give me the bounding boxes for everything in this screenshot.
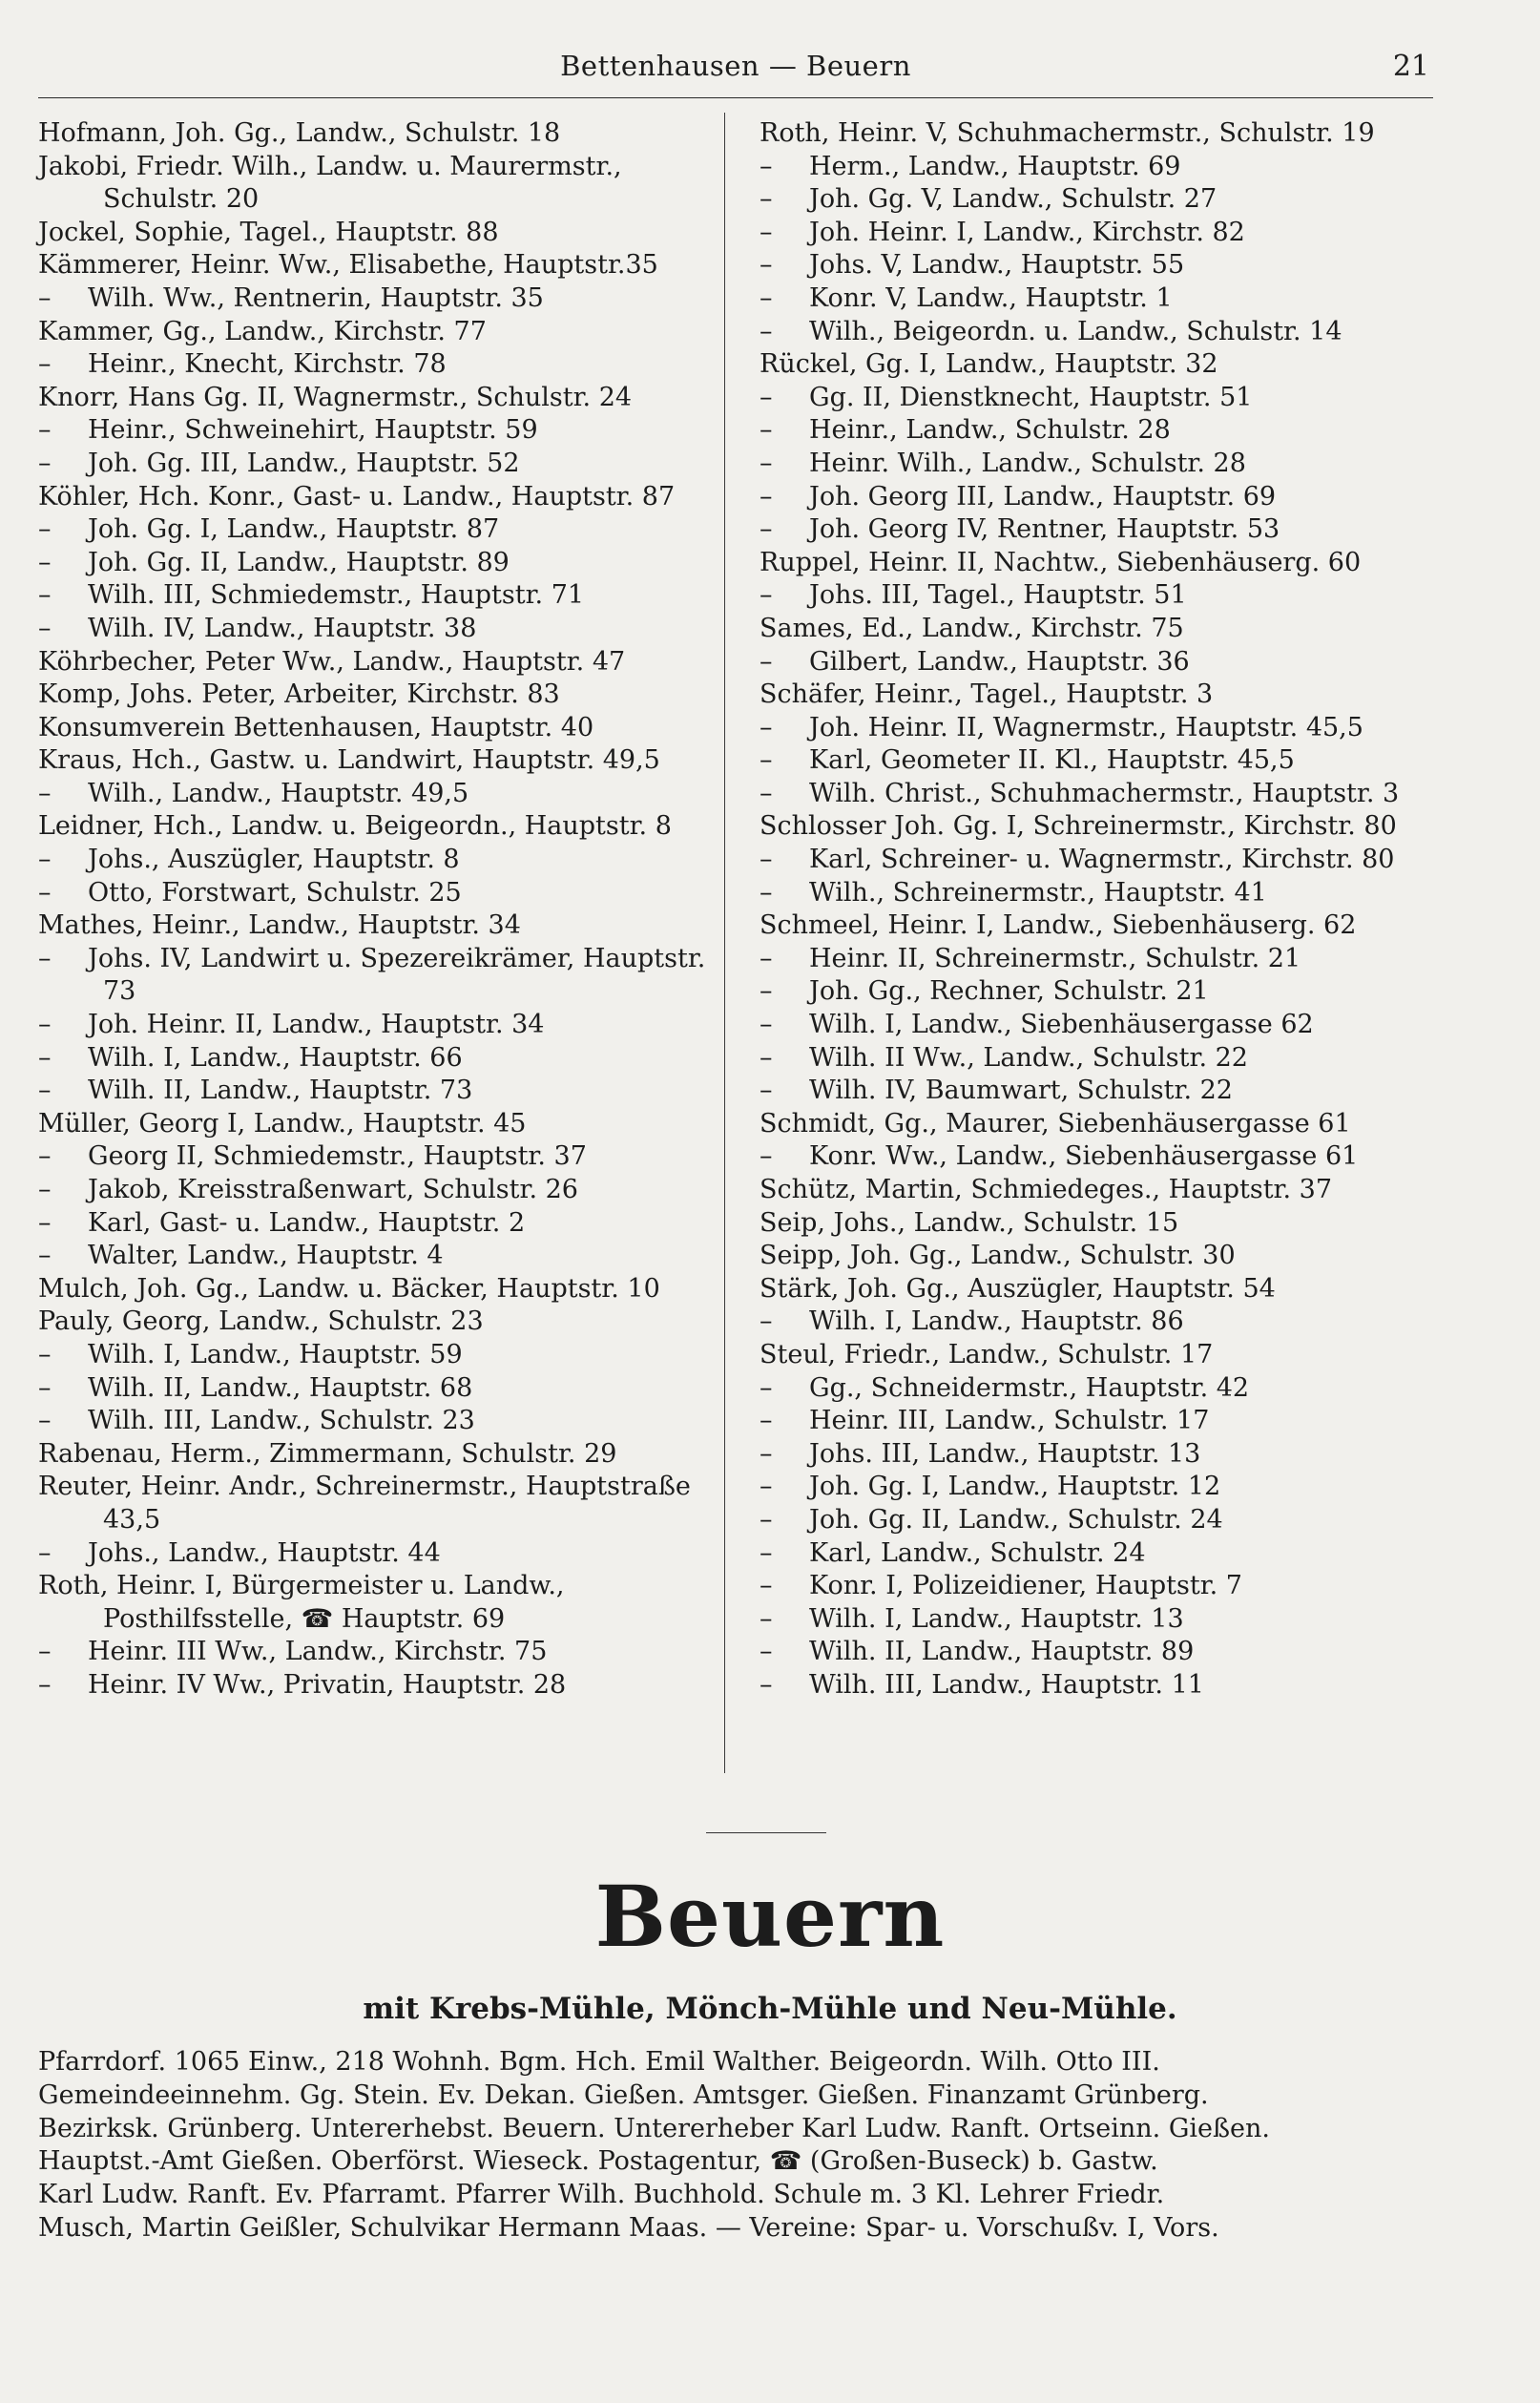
repeat-dash: –	[38, 1372, 52, 1403]
directory-entry	[38, 646, 712, 679]
repeat-dash: –	[760, 514, 773, 545]
directory-entry	[38, 1306, 712, 1339]
entry-text: Jockel, Sophie, Tagel., Hauptstr. 88	[38, 217, 499, 247]
directory-entry	[760, 778, 1433, 811]
town-info	[38, 2046, 1433, 2246]
directory-entry	[38, 712, 712, 745]
entry-text: Sames, Ed., Landw., Kirchstr. 75	[760, 613, 1184, 643]
entry-text: Wilh. IV, Landw., Hauptstr. 38	[88, 613, 477, 643]
directory-entry	[760, 249, 1433, 282]
repeat-dash: –	[38, 1076, 52, 1106]
directory-entry	[38, 1009, 712, 1042]
entry-text: Johs. V, Landw., Hauptstr. 55	[809, 250, 1185, 281]
entry-text: Johs. IV, Landwirt u. Spezereikrämer, Hauptstr. 73	[88, 943, 714, 1007]
directory-entry	[38, 1438, 712, 1472]
directory-entry	[38, 679, 712, 712]
repeat-dash: –	[760, 745, 773, 776]
page-number: 21	[1392, 50, 1429, 83]
entry-text: Heinr. II, Schreinermstr., Schulstr. 21	[809, 943, 1301, 973]
repeat-dash: –	[38, 1339, 52, 1369]
directory-entry	[38, 613, 712, 646]
info-line: Hauptst.-Amt Gießen. Oberförst. Wieseck. Postagentur, ☎ (Großen-Buseck) b. Gastw.	[38, 2146, 1158, 2177]
directory-entry	[760, 679, 1433, 712]
directory-entry	[760, 1108, 1433, 1141]
repeat-dash: –	[38, 1637, 52, 1667]
directory-entry	[38, 579, 712, 613]
section-rule	[706, 1832, 826, 1833]
directory-entry	[38, 1140, 712, 1174]
entry-text: Joh. Gg. II, Landw., Schulstr. 24	[809, 1504, 1223, 1535]
directory-entry	[760, 646, 1433, 679]
repeat-dash: –	[760, 1438, 773, 1469]
directory-entry	[38, 316, 712, 349]
repeat-dash: –	[760, 1042, 773, 1073]
entry-text: Schäfer, Heinr., Tagel., Hauptstr. 3	[760, 679, 1214, 710]
repeat-dash: –	[38, 613, 52, 643]
directory-entry	[760, 382, 1433, 415]
directory-entry	[38, 1537, 712, 1571]
entry-text: Joh. Gg. I, Landw., Hauptstr. 12	[809, 1472, 1221, 1502]
entry-text: Schütz, Martin, Schmiedeges., Hauptstr. 37	[760, 1175, 1333, 1204]
directory-entry	[760, 579, 1433, 613]
directory-entry	[760, 1273, 1433, 1306]
directory-entry	[38, 778, 712, 811]
directory-entry	[38, 282, 712, 316]
directory-entry	[760, 975, 1433, 1009]
directory-entry	[38, 943, 712, 1009]
directory-entry	[38, 1240, 712, 1273]
directory-entry	[760, 217, 1433, 250]
directory-entry	[760, 1669, 1433, 1703]
repeat-dash: –	[38, 448, 52, 478]
directory-entry	[760, 712, 1433, 745]
entry-text: Joh. Gg., Rechner, Schulstr. 21	[809, 976, 1209, 1007]
repeat-dash: –	[760, 877, 773, 908]
directory-entry	[760, 547, 1433, 580]
entry-text: Gg., Schneidermstr., Hauptstr. 42	[809, 1372, 1250, 1403]
entry-text: Mathes, Heinr., Landw., Hauptstr. 34	[38, 910, 521, 941]
repeat-dash: –	[760, 1571, 773, 1601]
directory-entry	[760, 810, 1433, 844]
repeat-dash: –	[760, 1076, 773, 1106]
directory-entry	[38, 249, 712, 282]
directory-entry	[760, 1405, 1433, 1438]
repeat-dash: –	[760, 976, 773, 1007]
header-title: Bettenhausen — Beuern	[560, 50, 911, 82]
entry-text: Wilh. I, Landw., Hauptstr. 86	[809, 1306, 1184, 1337]
directory-entry	[760, 1504, 1433, 1537]
directory-entry	[760, 1240, 1433, 1273]
entry-text: Hofmann, Joh. Gg., Landw., Schulstr. 18	[38, 118, 561, 148]
repeat-dash: –	[760, 250, 773, 281]
repeat-dash: –	[760, 1637, 773, 1667]
entry-text: Joh. Heinr. II, Wagnermstr., Hauptstr. 45,5	[809, 712, 1363, 742]
repeat-dash: –	[760, 845, 773, 875]
directory-entry	[760, 1372, 1433, 1406]
directory-entry	[38, 877, 712, 910]
repeat-dash: –	[760, 1504, 773, 1535]
directory-entry	[760, 481, 1433, 514]
info-line: Gemeindeeinnehm. Gg. Stein. Ev. Dekan. Gießen. Amtsger. Gießen. Finanzamt Grünberg.	[38, 2079, 1209, 2110]
entry-text: Wilh. II, Landw., Hauptstr. 73	[88, 1076, 473, 1106]
directory-entry	[760, 1471, 1433, 1504]
repeat-dash: –	[760, 1372, 773, 1403]
section-title: Beuern	[594, 1867, 946, 1966]
entry-text: Kämmerer, Heinr. Ww., Elisabethe, Hauptstr.35	[38, 250, 658, 281]
repeat-dash: –	[38, 1537, 52, 1568]
entry-text: Konsumverein Bettenhausen, Hauptstr. 40	[38, 712, 594, 742]
directory-entry	[38, 414, 712, 448]
directory-entry	[38, 151, 712, 217]
repeat-dash: –	[38, 282, 52, 313]
entry-text: Heinr. Wilh., Landw., Schulstr. 28	[809, 448, 1246, 478]
entry-text: Wilh. I, Landw., Hauptstr. 13	[809, 1603, 1184, 1634]
entry-text: Heinr. IV Ww., Privatin, Hauptstr. 28	[88, 1669, 567, 1700]
entry-text: Köhrbecher, Peter Ww., Landw., Hauptstr. 47	[38, 646, 626, 677]
directory-entry	[760, 744, 1433, 778]
directory-entry	[38, 547, 712, 580]
entry-text: Konr. Ww., Landw., Siebenhäusergasse 61	[809, 1141, 1359, 1172]
directory-entry	[38, 448, 712, 481]
repeat-dash: –	[760, 415, 773, 446]
entry-text: Rabenau, Herm., Zimmermann, Schulstr. 29	[38, 1438, 617, 1469]
entry-text: Karl, Gast- u. Landw., Hauptstr. 2	[88, 1207, 526, 1238]
directory-entry	[38, 217, 712, 250]
info-line: Pfarrdorf. 1065 Einw., 218 Wohnh. Bgm. Hch. Emil Walther. Beigeordn. Wilh. Otto III.	[38, 2047, 1160, 2077]
directory-entry	[38, 1570, 712, 1636]
directory-entry	[38, 1372, 712, 1406]
column-divider	[724, 113, 725, 1773]
directory-entry	[760, 1339, 1433, 1372]
entry-text: Heinr. III, Landw., Schulstr. 17	[809, 1406, 1210, 1436]
repeat-dash: –	[760, 943, 773, 973]
directory-entry	[760, 316, 1433, 349]
info-line: Karl Ludw. Ranft. Ev. Pfarramt. Pfarrer Wilh. Buchhold. Schule m. 3 Kl. Lehrer Friedr.	[38, 2180, 1165, 2210]
entry-text: Johs. III, Tagel., Hauptstr. 51	[809, 580, 1187, 611]
repeat-dash: –	[760, 778, 773, 808]
repeat-dash: –	[38, 514, 52, 545]
directory-entry	[760, 414, 1433, 448]
directory-entry	[38, 1471, 712, 1536]
entry-text: Wilh. II Ww., Landw., Schulstr. 22	[809, 1042, 1248, 1073]
repeat-dash: –	[38, 547, 52, 577]
entry-text: Schlosser Joh. Gg. I, Schreinermstr., Kirchstr. 80	[760, 811, 1397, 842]
entry-text: Schmidt, Gg., Maurer, Siebenhäusergasse 61	[760, 1108, 1351, 1139]
entry-text: Gilbert, Landw., Hauptstr. 36	[809, 646, 1190, 677]
directory-entry	[760, 183, 1433, 217]
directory-entry	[760, 1570, 1433, 1603]
left-column	[38, 117, 712, 1703]
entry-text: Seipp, Joh. Gg., Landw., Schulstr. 30	[760, 1241, 1236, 1271]
entry-text: Komp, Johs. Peter, Arbeiter, Kirchstr. 83	[38, 679, 560, 710]
repeat-dash: –	[760, 1406, 773, 1436]
directory-entry	[38, 744, 712, 778]
entry-text: Jakob, Kreisstraßenwart, Schulstr. 26	[88, 1175, 578, 1204]
entry-text: Wilh. IV, Baumwart, Schulstr. 22	[809, 1076, 1233, 1106]
directory-entry	[38, 1207, 712, 1241]
info-line: Bezirksk. Grünberg. Untererhebst. Beuern. Untererheber Karl Ludw. Ranft. Ortseinn. Gießen.	[38, 2113, 1271, 2143]
directory-entry	[38, 117, 712, 151]
entry-text: Otto, Forstwart, Schulstr. 25	[88, 877, 462, 908]
entry-text: Kraus, Hch., Gastw. u. Landwirt, Hauptstr. 49,5	[38, 745, 660, 776]
repeat-dash: –	[38, 349, 52, 380]
directory-entry	[38, 1075, 712, 1108]
entry-text: Gg. II, Dienstknecht, Hauptstr. 51	[809, 382, 1253, 412]
entry-text: Rückel, Gg. I, Landw., Hauptstr. 32	[760, 349, 1218, 380]
directory-entry	[760, 1207, 1433, 1241]
repeat-dash: –	[38, 877, 52, 908]
entry-text: Konr. V, Landw., Hauptstr. 1	[809, 282, 1173, 313]
directory-entry	[760, 1537, 1433, 1571]
entry-text: Pauly, Georg, Landw., Schulstr. 23	[38, 1306, 484, 1337]
entry-text: Karl, Schreiner- u. Wagnermstr., Kirchstr. 80	[809, 845, 1395, 875]
repeat-dash: –	[760, 382, 773, 412]
entry-text: Knorr, Hans Gg. II, Wagnermstr., Schulstr. 24	[38, 382, 633, 412]
entry-text: Karl, Landw., Schulstr. 24	[809, 1537, 1146, 1568]
repeat-dash: –	[760, 1472, 773, 1502]
entry-text: Jakobi, Friedr. Wilh., Landw. u. Maurermstr., Schulstr. 20	[38, 151, 631, 215]
directory-entry	[760, 448, 1433, 481]
repeat-dash: –	[760, 1669, 773, 1700]
section-subtitle: mit Krebs-Mühle, Mönch-Mühle und Neu-Mühle.	[363, 1992, 1177, 2026]
entry-text: Heinr., Schweinehirt, Hauptstr. 59	[88, 415, 538, 446]
entry-text: Heinr., Knecht, Kirchstr. 78	[88, 349, 447, 380]
repeat-dash: –	[38, 1141, 52, 1172]
entry-text: Wilh., Schreinermstr., Hauptstr. 41	[809, 877, 1267, 908]
directory-entry	[760, 1306, 1433, 1339]
entry-text: Joh. Gg. V, Landw., Schulstr. 27	[809, 184, 1217, 215]
repeat-dash: –	[760, 580, 773, 611]
directory-entry	[38, 1273, 712, 1306]
directory-entry	[760, 943, 1433, 976]
repeat-dash: –	[760, 1537, 773, 1568]
info-line: Musch, Martin Geißler, Schulvikar Hermann Maas. — Vereine: Spar- u. Vorschußv. I, Vors.	[38, 2212, 1219, 2243]
repeat-dash: –	[760, 1306, 773, 1337]
entry-text: Heinr. III Ww., Landw., Kirchstr. 75	[88, 1637, 548, 1667]
directory-entry	[760, 877, 1433, 910]
repeat-dash: –	[760, 481, 773, 512]
directory-entry	[760, 1603, 1433, 1637]
directory-entry	[760, 1174, 1433, 1207]
repeat-dash: –	[38, 1010, 52, 1040]
repeat-dash: –	[760, 1603, 773, 1634]
repeat-dash: –	[760, 151, 773, 181]
entry-text: Joh. Gg. III, Landw., Hauptstr. 52	[88, 448, 520, 478]
directory-entry	[760, 1075, 1433, 1108]
repeat-dash: –	[760, 1010, 773, 1040]
entry-text: Wilh. Christ., Schuhmachermstr., Hauptstr. 3	[809, 778, 1400, 808]
entry-text: Stärk, Joh. Gg., Auszügler, Hauptstr. 54	[760, 1273, 1276, 1304]
repeat-dash: –	[760, 184, 773, 215]
entry-text: Johs., Landw., Hauptstr. 44	[88, 1537, 441, 1568]
entry-text: Leidner, Hch., Landw. u. Beigeordn., Hauptstr. 8	[38, 811, 672, 842]
directory-entry	[760, 117, 1433, 151]
directory-entry	[760, 1009, 1433, 1042]
entry-text: Schmeel, Heinr. I, Landw., Siebenhäuserg. 62	[760, 910, 1357, 941]
entry-text: Johs., Auszügler, Hauptstr. 8	[88, 845, 460, 875]
entry-text: Joh. Heinr. I, Landw., Kirchstr. 82	[809, 217, 1245, 247]
directory-entry	[760, 1636, 1433, 1669]
directory-entry	[760, 282, 1433, 316]
entry-text: Steul, Friedr., Landw., Schulstr. 17	[760, 1339, 1214, 1369]
repeat-dash: –	[38, 1406, 52, 1436]
repeat-dash: –	[760, 448, 773, 478]
repeat-dash: –	[38, 415, 52, 446]
repeat-dash: –	[38, 1175, 52, 1204]
directory-entry	[38, 844, 712, 877]
directory-entry	[760, 844, 1433, 877]
directory-entry	[38, 810, 712, 844]
entry-text: Wilh., Landw., Hauptstr. 49,5	[88, 778, 469, 808]
directory-entry	[760, 513, 1433, 547]
entry-text: Ruppel, Heinr. II, Nachtw., Siebenhäuserg. 60	[760, 547, 1362, 577]
directory-entry	[38, 1108, 712, 1141]
directory-entry	[38, 481, 712, 514]
entry-text: Roth, Heinr. V, Schuhmachermstr., Schulstr. 19	[760, 118, 1375, 148]
entry-text: Georg II, Schmiedemstr., Hauptstr. 37	[88, 1141, 587, 1172]
directory-entry	[38, 382, 712, 415]
repeat-dash: –	[38, 943, 52, 973]
entry-text: Wilh. III, Landw., Hauptstr. 11	[809, 1669, 1204, 1700]
entry-text: Wilh. III, Landw., Schulstr. 23	[88, 1406, 475, 1436]
repeat-dash: –	[38, 778, 52, 808]
entry-text: Wilh. II, Landw., Hauptstr. 89	[809, 1637, 1195, 1667]
entry-text: Wilh. I, Landw., Hauptstr. 59	[88, 1339, 463, 1369]
repeat-dash: –	[38, 1669, 52, 1700]
repeat-dash: –	[38, 580, 52, 611]
entry-text: Walter, Landw., Hauptstr. 4	[88, 1241, 444, 1271]
right-column	[760, 117, 1433, 1703]
entry-text: Köhler, Hch. Konr., Gast- u. Landw., Hauptstr. 87	[38, 481, 676, 512]
entry-text: Wilh. II, Landw., Hauptstr. 68	[88, 1372, 473, 1403]
entry-text: Kammer, Gg., Landw., Kirchstr. 77	[38, 316, 487, 346]
directory-entry	[760, 1140, 1433, 1174]
entry-text: Joh. Georg III, Landw., Hauptstr. 69	[809, 481, 1277, 512]
directory-entry	[760, 909, 1433, 943]
entry-text: Konr. I, Polizeidiener, Hauptstr. 7	[809, 1571, 1242, 1601]
directory-entry	[38, 1339, 712, 1372]
repeat-dash: –	[760, 646, 773, 677]
entry-text: Seip, Johs., Landw., Schulstr. 15	[760, 1207, 1179, 1238]
entry-text: Wilh. I, Landw., Hauptstr. 66	[88, 1042, 463, 1073]
directory-entry	[760, 151, 1433, 184]
repeat-dash: –	[760, 282, 773, 313]
entry-text: Joh. Gg. I, Landw., Hauptstr. 87	[88, 514, 500, 545]
running-header	[38, 50, 1433, 94]
entry-text: Karl, Geometer II. Kl., Hauptstr. 45,5	[809, 745, 1295, 776]
entry-text: Wilh., Beigeordn. u. Landw., Schulstr. 14	[809, 316, 1342, 346]
directory-entry	[760, 613, 1433, 646]
entry-text: Johs. III, Landw., Hauptstr. 13	[809, 1438, 1201, 1469]
directory-entry	[38, 1042, 712, 1076]
directory-entry	[38, 348, 712, 382]
entry-text: Joh. Heinr. II, Landw., Hauptstr. 34	[88, 1010, 545, 1040]
repeat-dash: –	[760, 316, 773, 346]
repeat-dash: –	[760, 217, 773, 247]
directory-entry	[38, 1669, 712, 1703]
repeat-dash: –	[38, 845, 52, 875]
directory-entry	[760, 1042, 1433, 1076]
repeat-dash: –	[38, 1207, 52, 1238]
directory-entry	[38, 1405, 712, 1438]
directory-entry	[760, 348, 1433, 382]
entry-text: Roth, Heinr. I, Bürgermeister u. Landw., Posthilfsstelle, ☎ Hauptstr. 69	[38, 1571, 573, 1634]
entry-text: Mulch, Joh. Gg., Landw. u. Bäcker, Hauptstr. 10	[38, 1273, 660, 1304]
repeat-dash: –	[760, 1141, 773, 1172]
entry-text: Wilh. III, Schmiedemstr., Hauptstr. 71	[88, 580, 585, 611]
entry-text: Joh. Gg. II, Landw., Hauptstr. 89	[88, 547, 510, 577]
entry-text: Reuter, Heinr. Andr., Schreinermstr., Hauptstraße 43,5	[38, 1472, 699, 1535]
directory-entry	[38, 513, 712, 547]
header-rule	[38, 97, 1433, 98]
entry-text: Herm., Landw., Hauptstr. 69	[809, 151, 1181, 181]
entry-text: Müller, Georg I, Landw., Hauptstr. 45	[38, 1108, 527, 1139]
entry-text: Heinr., Landw., Schulstr. 28	[809, 415, 1171, 446]
entry-text: Joh. Georg IV, Rentner, Hauptstr. 53	[809, 514, 1280, 545]
directory-entry	[38, 909, 712, 943]
directory-entry	[38, 1174, 712, 1207]
entry-text: Wilh. Ww., Rentnerin, Hauptstr. 35	[88, 282, 544, 313]
entry-text: Wilh. I, Landw., Siebenhäusergasse 62	[809, 1010, 1314, 1040]
directory-entry	[38, 1636, 712, 1669]
repeat-dash: –	[38, 1042, 52, 1073]
directory-entry	[760, 1438, 1433, 1472]
repeat-dash: –	[38, 1241, 52, 1271]
repeat-dash: –	[760, 712, 773, 742]
